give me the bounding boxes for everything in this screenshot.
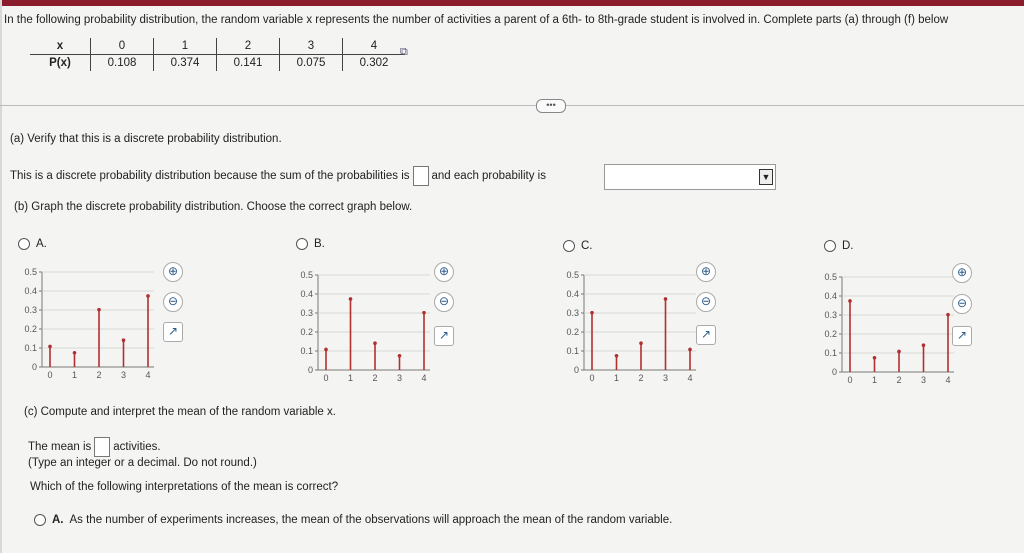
option-d-label: D.	[842, 240, 854, 253]
interpretation-a-text: As the number of experiments increases, the mean of the observations will approach the mean of the random variable.	[69, 514, 673, 527]
x-tick-label: 1	[871, 375, 878, 385]
y-tick-label: 0.2	[300, 327, 313, 337]
y-tick-label: 0.3	[24, 305, 37, 315]
bar-top-point	[97, 308, 101, 312]
y-tick-label: 0.3	[300, 308, 313, 318]
radio-option-a[interactable]	[18, 238, 30, 250]
y-tick-label: 0	[307, 365, 313, 375]
mean-input[interactable]	[94, 437, 110, 457]
p-value: 0.374	[154, 55, 217, 72]
radio-option-d[interactable]	[824, 240, 836, 252]
x-tick-label: 1	[71, 370, 78, 380]
popout-icon[interactable]: ↗	[434, 326, 454, 346]
zoom-out-icon[interactable]: ⊖	[952, 294, 972, 314]
bar-top-point	[848, 299, 852, 303]
zoom-in-icon[interactable]: ⊕	[952, 263, 972, 283]
graph-a	[14, 262, 164, 387]
x-tick-label: 1	[613, 373, 620, 383]
part-a-sentence-mid: and each probability is	[431, 170, 546, 183]
x-tick-label: 4	[145, 370, 151, 380]
p-value: 0.302	[343, 55, 406, 72]
y-tick-label: 0.3	[824, 310, 837, 320]
graph-b	[290, 265, 440, 390]
x-tick-label: 2	[638, 373, 644, 383]
section-divider	[0, 105, 1024, 106]
x-tick-label: 2	[372, 373, 378, 383]
x-tick-label: 4	[687, 373, 693, 383]
option-c-label: C.	[581, 240, 593, 253]
x-value: 1	[154, 38, 217, 55]
p-value: 0.141	[217, 55, 280, 72]
chevron-down-icon[interactable]: ▼	[759, 169, 773, 185]
x-tick-label: 4	[421, 373, 427, 383]
top-accent-bar	[0, 0, 1024, 6]
radio-option-c[interactable]	[563, 240, 575, 252]
mean-end: activities.	[113, 441, 161, 454]
x-tick-label: 4	[945, 375, 951, 385]
x-tick-label: 0	[47, 370, 53, 380]
x-tick-label: 2	[96, 370, 102, 380]
interpretation-option-a[interactable]	[34, 514, 672, 526]
x-tick-label: 3	[396, 373, 403, 383]
x-value: 2	[217, 38, 280, 55]
y-tick-label: 0.5	[24, 267, 37, 277]
y-tick-label: 0.5	[300, 270, 313, 280]
y-tick-label: 0.4	[824, 291, 837, 301]
part-a-sentence-start: This is a discrete probability distribution because the sum of the probabilities is	[10, 170, 410, 183]
p-value: 0.108	[91, 55, 154, 72]
copy-icon[interactable]: ⧉	[400, 46, 408, 58]
option-a-label: A.	[36, 238, 47, 251]
bar-top-point	[398, 354, 402, 358]
x-tick-label: 1	[347, 373, 354, 383]
zoom-in-icon[interactable]: ⊕	[696, 262, 716, 282]
part-a-sentence	[10, 166, 546, 186]
x-label: x	[30, 38, 91, 55]
bar-top-point	[897, 350, 901, 354]
option-a[interactable]	[18, 238, 47, 250]
zoom-in-icon[interactable]: ⊕	[434, 262, 454, 282]
option-b-label: B.	[314, 238, 325, 251]
x-tick-label: 3	[662, 373, 669, 383]
bar-top-point	[688, 348, 692, 352]
p-value: 0.075	[280, 55, 343, 72]
left-edge	[0, 0, 2, 553]
bar-top-point	[324, 348, 328, 352]
bar-top-point	[122, 338, 126, 342]
bar-top-point	[349, 297, 353, 301]
bar-top-point	[73, 351, 77, 355]
x-tick-label: 0	[323, 373, 329, 383]
graph-d	[814, 267, 964, 392]
bar-top-point	[146, 294, 150, 298]
zoom-out-icon[interactable]: ⊖	[163, 292, 183, 312]
x-value: 4	[343, 38, 406, 55]
bar-top-point	[422, 311, 426, 315]
x-tick-label: 3	[120, 370, 127, 380]
y-tick-label: 0.5	[566, 270, 579, 280]
probability-range-select[interactable]	[604, 164, 776, 190]
y-tick-label: 0.4	[300, 289, 313, 299]
popout-icon[interactable]: ↗	[163, 322, 183, 342]
y-tick-label: 0.4	[24, 286, 37, 296]
part-c-heading: (c) Compute and interpret the mean of the random variable x.	[24, 406, 336, 418]
bar-top-point	[922, 343, 926, 347]
mean-sentence	[28, 437, 161, 457]
x-value: 0	[91, 38, 154, 55]
y-tick-label: 0.1	[566, 346, 579, 356]
part-a-heading: (a) Verify that this is a discrete probability distribution.	[10, 133, 282, 145]
option-c[interactable]	[563, 240, 593, 252]
bar-top-point	[615, 354, 619, 358]
bar-top-point	[639, 341, 643, 345]
y-tick-label: 0.1	[824, 348, 837, 358]
interpretation-a-label: A.	[52, 514, 64, 527]
y-tick-label: 0.2	[566, 327, 579, 337]
radio-interpretation-a[interactable]	[34, 514, 46, 526]
y-tick-label: 0.5	[824, 272, 837, 282]
y-tick-label: 0.3	[566, 308, 579, 318]
y-tick-label: 0	[573, 365, 579, 375]
bar-top-point	[590, 311, 594, 315]
x-value: 3	[280, 38, 343, 55]
option-d[interactable]	[824, 240, 854, 252]
y-tick-label: 0.1	[300, 346, 313, 356]
bar-top-point	[664, 297, 668, 301]
bar-top-point	[373, 341, 377, 345]
bar-top-point	[48, 345, 52, 349]
part-b-heading: (b) Graph the discrete probability distribution. Choose the correct graph below.	[14, 201, 413, 213]
x-tick-label: 0	[847, 375, 853, 385]
p-label: P(x)	[49, 57, 71, 69]
y-tick-label: 0.2	[24, 324, 37, 334]
zoom-out-icon[interactable]: ⊖	[696, 292, 716, 312]
x-tick-label: 3	[920, 375, 927, 385]
intro-text: In the following probability distribution, the random variable x represents the number of activities a parent of a 6th- to 8th-grade student is involved in. Complete parts (a) through (f) below	[4, 14, 949, 26]
more-button[interactable]: •••	[536, 99, 566, 113]
zoom-in-icon[interactable]: ⊕	[163, 262, 183, 282]
mean-start: The mean is	[28, 441, 92, 454]
y-tick-label: 0	[31, 362, 37, 372]
bar-top-point	[946, 313, 950, 317]
popout-icon[interactable]: ↗	[696, 325, 716, 345]
y-tick-label: 0.1	[24, 343, 37, 353]
distribution-table	[30, 38, 405, 71]
graph-c	[556, 265, 706, 390]
bar-top-point	[873, 356, 877, 360]
option-b[interactable]	[296, 238, 325, 250]
y-tick-label: 0.4	[566, 289, 579, 299]
y-tick-label: 0.2	[824, 329, 837, 339]
sum-input[interactable]	[413, 166, 429, 186]
x-tick-label: 0	[589, 373, 595, 383]
popout-icon[interactable]: ↗	[952, 326, 972, 346]
radio-option-b[interactable]	[296, 238, 308, 250]
mean-hint: (Type an integer or a decimal. Do not round.)	[28, 457, 257, 469]
x-tick-label: 2	[896, 375, 902, 385]
y-tick-label: 0	[831, 367, 837, 377]
zoom-out-icon[interactable]: ⊖	[434, 292, 454, 312]
interpretation-question: Which of the following interpretations of the mean is correct?	[30, 481, 339, 493]
